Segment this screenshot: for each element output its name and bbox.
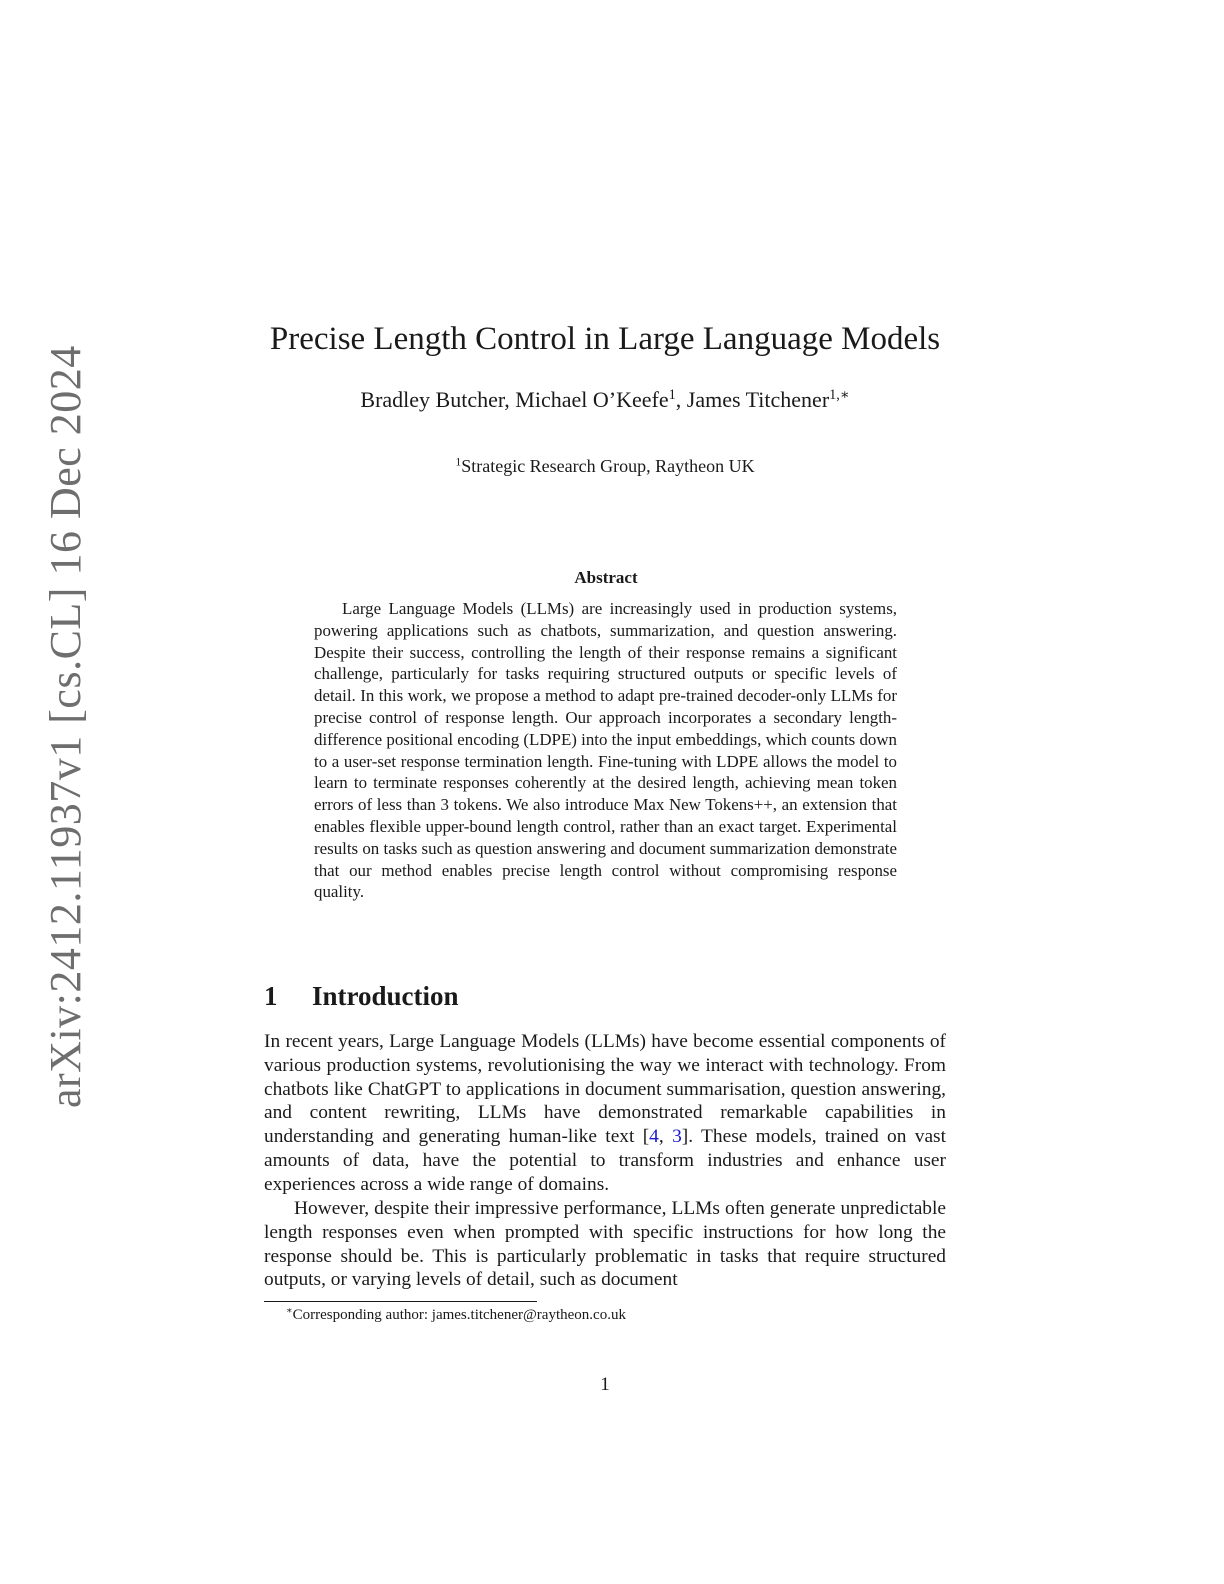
section-heading bbox=[264, 978, 946, 1014]
page-number: 1 bbox=[600, 1374, 610, 1395]
footnote-mark: ∗ bbox=[286, 1305, 293, 1317]
author-name: James Titchener bbox=[686, 387, 830, 412]
footnote-text: Corresponding author: james.titchener@raytheon.co.uk bbox=[292, 1307, 626, 1323]
paragraph-text: ]. These models, trained on vast amounts of data, have the potential to transform industries and enhance user experiences across a wide range of domains. bbox=[264, 1126, 946, 1195]
paper-title: Precise Length Control in Large Language Models bbox=[269, 321, 941, 357]
citation-link[interactable]: 4 bbox=[649, 1126, 659, 1148]
paragraph-text: In recent years, Large Language Models (LLMs) have become essential components of various production systems, revolutionising the way we interact with technology. From chatbots like ChatGPT to applications in document summarisation, question answering, and content rewriting, LLMs have demonstrated remarkable capabilities in understanding and generating human-like text [ bbox=[264, 1031, 946, 1148]
author-name: Bradley Butcher bbox=[360, 387, 505, 412]
abstract-heading: Abstract bbox=[574, 568, 638, 587]
affiliation bbox=[264, 453, 946, 479]
affiliation-mark: 1,∗ bbox=[829, 387, 850, 404]
section-title: Introduction bbox=[312, 981, 459, 1011]
abstract-body: Large Language Models (LLMs) are increasingly used in production systems, powering applications such as chatbots, summarization, and question answering. Despite their success, controlling the length of their response remains a significant challenge, particularly for tasks requiring structured outputs or specific levels of detail. In this work, we propose a method to adapt pre-trained decoder-only LLMs for precise control of response length. Our approach incorporates a secondary length-difference positional encoding (LDPE) into the input embeddings, which counts down to a user-set response termination length. Fine-tuning with LDPE allows the model to learn to terminate responses coherently at the desired length, achieving mean token errors of less than 3 tokens. We also introduce Max New Tokens++, an extension that enables flexible upper-bound length control, rather than an exact target. Experimental results on tasks such as question answering and document summarization demonstrate that our method enables precise length control without compromising response quality. bbox=[314, 599, 897, 902]
arxiv-identifier: arXiv:2412.11937v1 [cs.CL] 16 Dec 2024 bbox=[41, 345, 90, 1108]
author-list: Bradley Butcher, Michael O’Keefe$^1$, James Titchener$^{1,∗}$ bbox=[360, 387, 850, 412]
footnote bbox=[286, 1305, 946, 1325]
section-number: 1 bbox=[264, 981, 278, 1011]
affiliation-mark: 1 bbox=[455, 455, 462, 469]
affiliation-mark: 1 bbox=[668, 387, 676, 404]
author-name: Michael O’Keefe bbox=[515, 387, 669, 412]
intro-paragraph: However, despite their impressive performance, LLMs often generate unpredictable length responses even when prompted with specific instructions for how long the response should be. This is particularly problematic in tasks that require structured outputs, or varying levels of detail, such as document bbox=[264, 1198, 946, 1291]
intro-paragraph bbox=[264, 1030, 946, 1197]
affiliation-text: Strategic Research Group, Raytheon UK bbox=[461, 456, 755, 476]
citation-link[interactable]: 3 bbox=[672, 1126, 682, 1148]
footnote-rule bbox=[264, 1301, 537, 1302]
citation-separator: , bbox=[658, 1126, 673, 1148]
